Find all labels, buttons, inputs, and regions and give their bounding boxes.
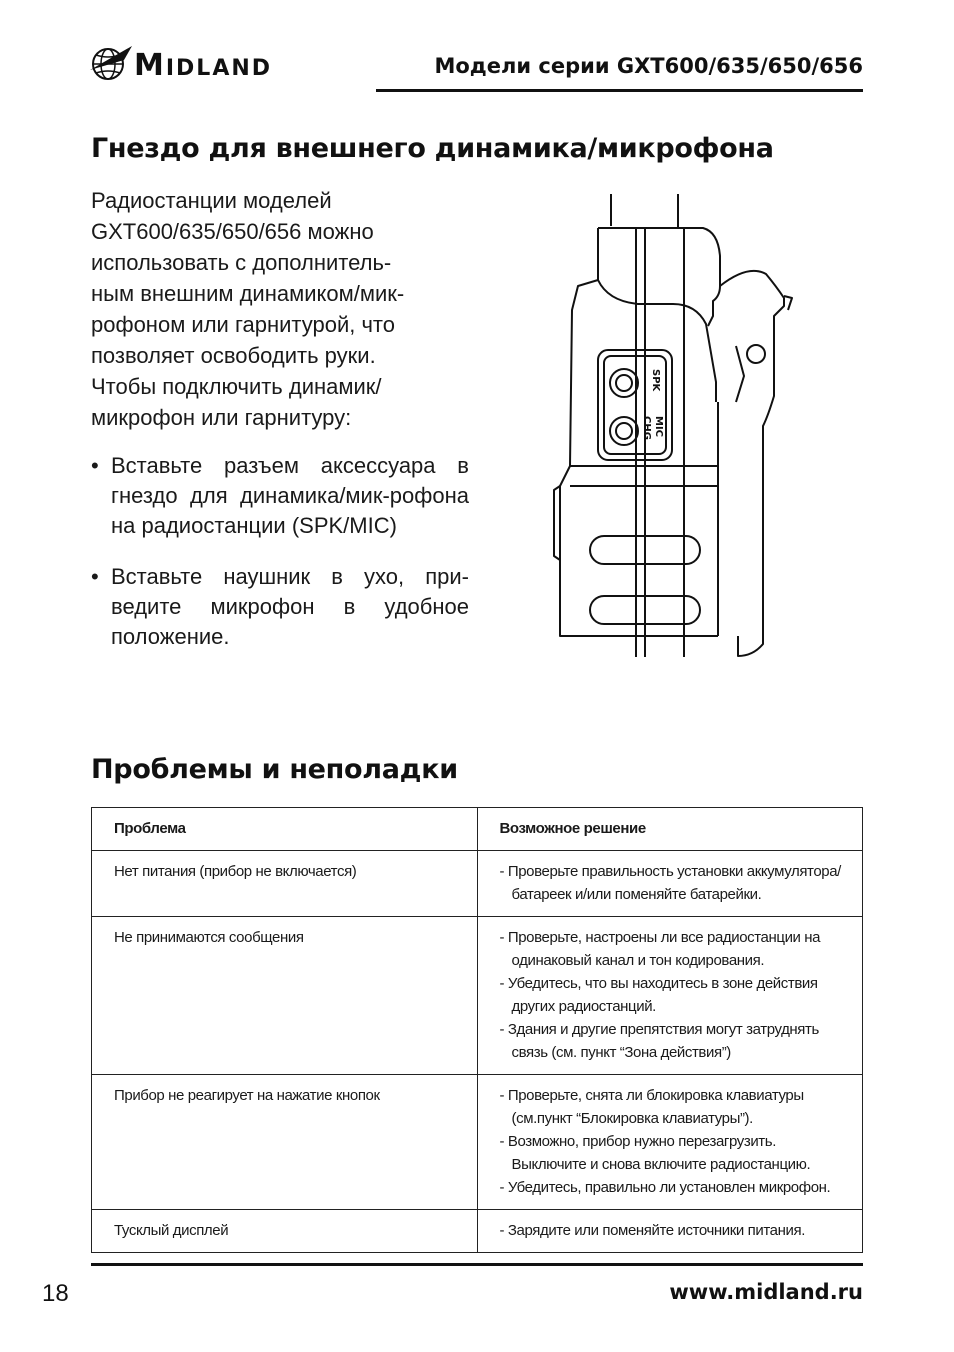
column-header-solution: Возможное решение	[477, 808, 863, 851]
header-rule	[376, 89, 863, 92]
bullet-item: • Вставьте разъем аксессуара в гнездо для динамика/мик-рофона на радиостанции (SPK/MIC)	[91, 451, 469, 541]
page-number: 18	[42, 1280, 69, 1307]
solution-cell	[477, 851, 863, 917]
mic-label: MIC	[653, 416, 664, 438]
jack-bullet-list	[91, 451, 469, 673]
table-row	[92, 1210, 863, 1253]
problem-cell: Не принимаются сообщения	[92, 917, 478, 1075]
problem-cell: Тусклый дисплей	[92, 1210, 478, 1253]
troubleshooting-table	[91, 807, 863, 1253]
chg-label: CHG	[641, 416, 652, 440]
jack-intro-text: Радиостанции моделей GXT600/635/650/656 можно использовать с дополнитель- ным внешним динамиком/мик- рофоном или гарнитурой, что позволяет освободить руки. Чтобы подключить динамик/ микрофон или гарнитуру:	[91, 188, 405, 430]
header-title: Модели серии GXT600/635/650/656	[434, 54, 863, 78]
website-url: www.midland.ru	[669, 1280, 863, 1304]
trouble-section-heading: Проблемы и неполадки	[91, 754, 458, 785]
table-row	[92, 917, 863, 1075]
table-header-row	[92, 808, 863, 851]
solution-item: - Убедитесь, правильно ли установлен микрофон.	[499, 1179, 831, 1196]
bullet-item: • Вставьте наушник в ухо, при-ведите микрофон в удобное положение.	[91, 562, 469, 652]
jack-section-heading: Гнездо для внешнего динамика/микрофона	[91, 133, 774, 164]
solution-item: - Зарядите или поменяйте источники питания.	[499, 1222, 805, 1239]
footer-rule	[91, 1263, 863, 1266]
solution-cell	[477, 1210, 863, 1253]
spk-label: SPK	[650, 369, 661, 392]
solution-item: - Возможно, прибор нужно перезагрузить. Выключите и снова включите радиостанцию.	[499, 1133, 811, 1173]
midland-logo	[88, 40, 333, 86]
brand-wordmark: MIDLAND	[134, 48, 273, 83]
problem-cell: Нет питания (прибор не включается)	[92, 851, 478, 917]
solution-cell	[477, 1075, 863, 1210]
solution-item: - Проверьте правильность установки аккумулятора/батареек и/или поменяйте батарейки.	[499, 863, 841, 903]
solution-item: - Проверьте, настроены ли все радиостанции на одинаковый канал и тон кодирования.	[499, 929, 821, 969]
solution-cell	[477, 917, 863, 1075]
solution-item: - Убедитесь, что вы находитесь в зоне действия других радиостанций.	[499, 975, 818, 1015]
table-row	[92, 1075, 863, 1210]
solution-item: - Проверьте, снята ли блокировка клавиатуры (см.пункт “Блокировка клавиатуры”).	[499, 1087, 804, 1127]
radio-side-view-figure	[548, 186, 798, 672]
solution-item: - Здания и другие препятствия могут затруднять связь (см. пункт “Зона действия”)	[499, 1021, 819, 1061]
column-header-problem: Проблема	[92, 808, 478, 851]
table-row	[92, 851, 863, 917]
problem-cell: Прибор не реагирует на нажатие кнопок	[92, 1075, 478, 1210]
globe-icon	[88, 40, 134, 86]
